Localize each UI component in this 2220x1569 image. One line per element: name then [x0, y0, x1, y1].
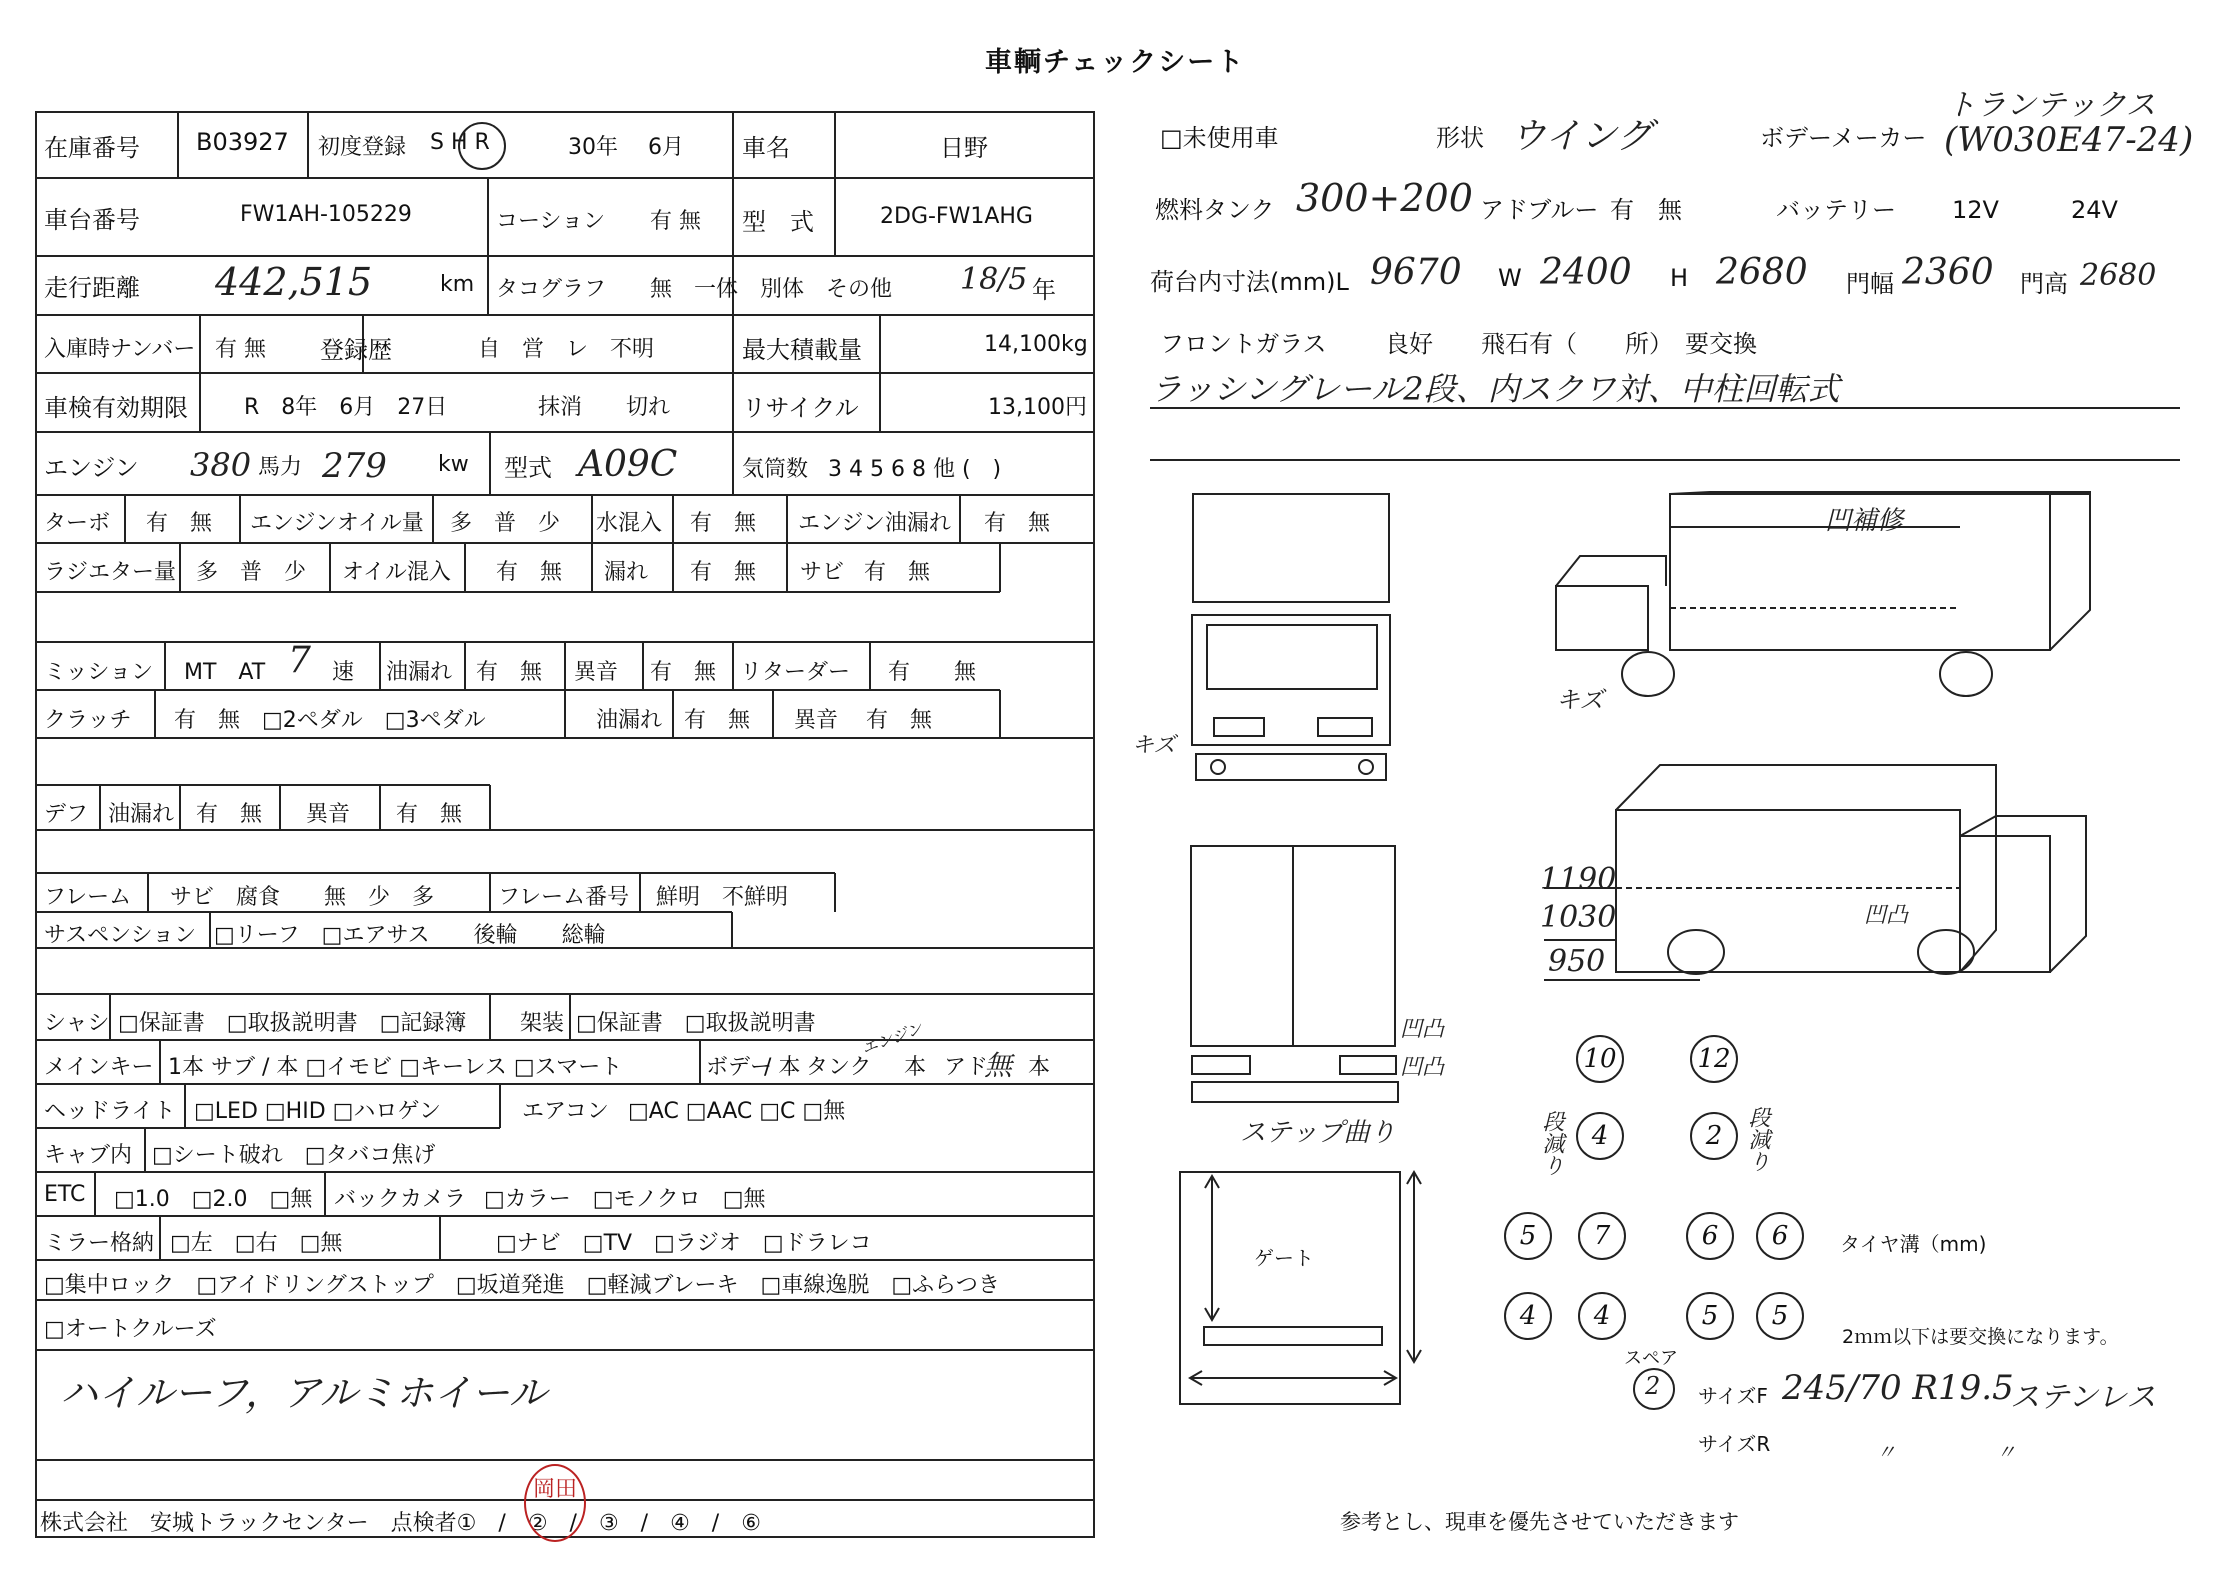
body-key-value: / 本: [764, 1055, 801, 1080]
hp-unit: 馬力: [258, 455, 303, 480]
retarder-label: リターダー: [740, 660, 851, 685]
camera-label: バックカメラ: [334, 1187, 467, 1212]
tacho-year: 18/5: [960, 262, 1028, 297]
repair-note: 凹補修: [1825, 506, 1904, 536]
km-unit: km: [440, 272, 475, 297]
engine-leak-label: エンジン油漏れ: [798, 511, 951, 536]
cargo-height: 2680: [1716, 252, 1808, 293]
footer-inspector: 株式会社 安城トラックセンター 点検者① / ② / ③ / ④ / ⑥: [40, 1511, 761, 1536]
cargo-height-label: H: [1670, 264, 1689, 292]
shape-label: 形状: [1436, 124, 1484, 152]
oil-qty-opts: 多 普 少: [450, 511, 561, 536]
tire-r3-1: 5: [1504, 1212, 1552, 1260]
turbo-opts: 有 無: [146, 511, 213, 536]
mission-opts: MT AT: [184, 660, 266, 685]
diff-leak-opts: 有 無: [196, 802, 263, 827]
cargo-label: 荷台内寸法(mm)L: [1150, 268, 1349, 296]
tire-r3-2: 7: [1578, 1212, 1626, 1260]
headlight-label: ヘッドライト: [44, 1099, 176, 1124]
body-docs-opts: □保証書 □取扱説明書: [576, 1011, 816, 1036]
cruise-opt: □オートクルーズ: [44, 1317, 217, 1342]
rust-label: サビ: [800, 560, 845, 585]
reference-note: 参考とし、現車を優先させていただきます: [1340, 1510, 1739, 1534]
tank-key-value: 本: [904, 1055, 927, 1080]
kilowatt: 279: [322, 446, 387, 486]
inspector-stamp: 岡田: [524, 1464, 586, 1542]
coating-label: コーション: [496, 209, 606, 234]
mirror-label: ミラー格納: [44, 1231, 155, 1256]
door-height: 2680: [2080, 258, 2157, 293]
adblue-opts: 有 無: [1610, 196, 1682, 224]
oil-mix-opts: 有 無: [496, 560, 563, 585]
fuel-label: 燃料タンク: [1155, 196, 1275, 224]
clutch-label: クラッチ: [44, 708, 132, 733]
door-width-label: 門幅: [1846, 270, 1894, 298]
tire-12: 12: [1690, 1035, 1738, 1083]
memo-note: ハイルーフ，アルミホイール: [60, 1371, 547, 1415]
chassis-docs-label: シャシ: [44, 1011, 110, 1036]
adblue-key-unit: 本: [1028, 1055, 1051, 1080]
door-height-label: 門高: [2020, 270, 2068, 298]
speed-unit: 速: [332, 660, 355, 685]
scratch-note-side: キズ: [1556, 686, 1604, 714]
unused-check: □未使用車: [1160, 124, 1279, 152]
chassis-number: FW1AH-105229: [240, 202, 412, 227]
clutch-opts: 有 無 □2ペダル □3ペダル: [174, 708, 486, 733]
battery-label: バッテリー: [1776, 196, 1896, 224]
water-label: 水混入: [596, 511, 663, 536]
horsepower: 380: [190, 446, 252, 484]
clutch-noise-opts: 有 無: [866, 708, 933, 733]
body-maker-number: (W030E47-24): [1944, 120, 2194, 160]
tire-r4-1: 4: [1504, 1292, 1552, 1340]
suspension-opts: □リーフ □エアサス 後輪 総輪: [214, 923, 606, 948]
aircon-opts: □AC □AAC □C □無: [628, 1099, 846, 1124]
reg-hist-opts: 自 営 レ 不明: [478, 337, 655, 362]
tire-r4-4: 5: [1756, 1292, 1804, 1340]
safety-opts: □集中ロック □アイドリングストップ □坂道発進 □軽減ブレーキ □車線逸脱 □ふらつき: [44, 1273, 1000, 1298]
tire-10: 10: [1576, 1035, 1624, 1083]
mirror-opts: □左 □右 □無: [170, 1231, 343, 1256]
chassis-docs-opts: □保証書 □取扱説明書 □記録簿: [118, 1011, 467, 1036]
tire-r4-2: 4: [1578, 1292, 1626, 1340]
etc-label: ETC: [44, 1182, 86, 1207]
main-key-label: メインキー: [44, 1055, 154, 1080]
oil-qty-label: エンジンオイル量: [250, 511, 424, 536]
clutch-leak-label: 油漏れ: [596, 708, 663, 733]
inspect-opts: 抹消 切れ: [538, 395, 671, 420]
spare-tire: 2: [1645, 1372, 1661, 1400]
mission-label: ミッション: [44, 660, 154, 685]
tank-key-label: タンク: [806, 1055, 872, 1080]
door-width: 2360: [1902, 252, 1994, 293]
engine-label: エンジン: [44, 454, 139, 482]
height-950: 950: [1548, 944, 1606, 979]
scratch-note-front: キズ: [1132, 733, 1176, 758]
vehicle-name: 日野: [940, 134, 988, 162]
fuel-value: 300+200: [1296, 176, 1473, 220]
suspension-label: サスペンション: [44, 923, 197, 948]
plate-opts: 有 無: [215, 337, 266, 362]
mileage-label: 走行距離: [44, 274, 140, 302]
size-rear-label: サイズR: [1698, 1432, 1771, 1456]
cab-opts: □シート破れ □タバコ焦げ: [152, 1143, 436, 1168]
frame-opts: サビ 腐食 無 少 多: [170, 885, 435, 910]
clutch-leak-opts: 有 無: [684, 708, 751, 733]
first-reg-opts: S H R: [430, 130, 490, 155]
nav-opts: □ナビ □TV □ラジオ □ドラレコ: [496, 1231, 872, 1256]
tire-4-front: 4: [1576, 1112, 1624, 1160]
oil-mix-label: オイル混入: [342, 560, 451, 585]
model: 2DG-FW1AHG: [880, 204, 1033, 229]
diff-noise-opts: 有 無: [396, 802, 463, 827]
glass-opts: 良好 飛石有（ 所） 要交換: [1385, 330, 1757, 358]
body-docs-label: 架装: [520, 1011, 565, 1036]
wear-note-right: 段減り: [1745, 1106, 1770, 1172]
headlight-opts: □LED □HID □ハロゲン: [194, 1099, 441, 1124]
gate-label: ゲート: [1254, 1246, 1314, 1270]
cylinder-opts: 3 4 5 6 8 他 ( ): [828, 457, 1002, 482]
radiator-label: ラジエター量: [44, 560, 177, 585]
vehicle-name-label: 車名: [742, 134, 790, 162]
battery-opts: 12V 24V: [1952, 196, 2118, 224]
tank-key-note: エンジン: [858, 1018, 925, 1059]
chassis-label: 車台番号: [44, 206, 140, 234]
body-maker-label: ボデーメーカー: [1760, 124, 1927, 152]
engine-leak-opts: 有 無: [984, 511, 1051, 536]
gear-count: 7: [288, 640, 311, 681]
tire-2-front: 2: [1690, 1112, 1738, 1160]
tire-r3-4: 6: [1756, 1212, 1804, 1260]
page-title: 車輌チェックシート: [985, 47, 1246, 78]
step-note: ステップ曲り: [1240, 1118, 1396, 1148]
tacho-year-unit: 年: [1032, 276, 1056, 304]
inspect-label: 車検有効期限: [44, 394, 188, 422]
body-key-label: ボデー: [706, 1055, 773, 1080]
etc-opts: □1.0 □2.0 □無: [114, 1187, 313, 1212]
cylinder-label: 気筒数: [742, 457, 809, 482]
frame-no-label: フレーム番号: [498, 885, 630, 910]
equipment-note: ラッシングレール2段、内スクワ対、中柱回転式: [1150, 370, 1840, 408]
shape-value: ウイング: [1510, 116, 1653, 157]
turbo-label: ターボ: [44, 511, 111, 536]
max-load-label: 最大積載量: [742, 336, 862, 364]
mission-noise-label: 異音: [574, 660, 619, 685]
engine-model: A09C: [578, 444, 678, 485]
adblue-key-label: アド: [944, 1055, 989, 1080]
rear-note-1: 凹凸: [1400, 1017, 1445, 1042]
size-front: 245/70 R19.5: [1782, 1368, 2014, 1408]
leak-opts: 有 無: [690, 560, 757, 585]
mission-noise-opts: 有 無: [650, 660, 717, 685]
size-front-label: サイズF: [1698, 1384, 1768, 1408]
first-reg-label: 初度登録: [318, 135, 407, 160]
tacho-opts: 無 一体 別体 その他: [650, 277, 893, 302]
tire-groove-label: タイヤ溝（mm): [1840, 1232, 1987, 1256]
stock-no-label: 在庫番号: [44, 134, 140, 162]
stainless-note: ステンレス: [2010, 1380, 2157, 1415]
water-opts: 有 無: [690, 511, 757, 536]
tire-r3-3: 6: [1686, 1212, 1734, 1260]
tacho-label: タコグラフ: [496, 277, 607, 302]
clutch-noise-label: 異音: [794, 708, 839, 733]
frame-label: フレーム: [44, 885, 132, 910]
aircon-label: エアコン: [522, 1099, 609, 1124]
coating-opts: 有 無: [650, 209, 701, 234]
leak-label: 漏れ: [604, 560, 649, 585]
cargo-width: 2400: [1540, 252, 1632, 293]
camera-opts: □カラー □モノクロ □無: [484, 1187, 766, 1212]
height-1030: 1030: [1540, 900, 1617, 935]
inspect-date: R 8年 6月 27日: [244, 395, 448, 420]
mission-leak-opts: 有 無: [476, 660, 543, 685]
kw-unit: kw: [438, 452, 469, 477]
mission-leak-label: 油漏れ: [386, 660, 453, 685]
first-reg-month: 6月: [648, 135, 684, 160]
tire-replace-note: 2ｍｍ以下は要交換になります。: [1842, 1326, 2119, 1348]
radiator-opts: 多 普 少: [196, 560, 307, 585]
plate-label: 入庫時ナンバー: [44, 337, 196, 362]
cargo-length: 9670: [1370, 252, 1462, 293]
recycle: 13,100円: [988, 395, 1087, 420]
diff-noise-label: 異音: [306, 802, 351, 827]
cargo-width-label: W: [1498, 264, 1522, 292]
glass-label: フロントガラス: [1160, 330, 1327, 358]
rust-opts: 有 無: [864, 560, 931, 585]
adblue-label: アドブルー: [1480, 196, 1599, 224]
spare-label: スペア: [1624, 1348, 1678, 1369]
adblue-key-value: 無: [984, 1049, 1013, 1082]
wear-note-left: 段減り: [1539, 1110, 1564, 1176]
tire-r4-3: 5: [1686, 1292, 1734, 1340]
stock-no: B03927: [196, 128, 289, 156]
max-load: 14,100kg: [984, 332, 1088, 357]
diff-label: デフ: [44, 802, 89, 827]
mileage: 442,515: [215, 260, 373, 304]
engine-model-label: 型式: [504, 454, 552, 482]
frame-no-opts: 鮮明 不鮮明: [656, 885, 789, 910]
diff-leak-label: 油漏れ: [108, 802, 175, 827]
reg-hist-label: 登録歴: [320, 336, 392, 364]
first-reg-year: 30年: [568, 135, 618, 160]
rear-dent-note: 凹凸: [1864, 903, 1909, 928]
recycle-label: リサイクル: [742, 394, 859, 422]
body-maker: トランテックス: [1946, 88, 2156, 123]
retarder-opts: 有 無: [888, 660, 977, 685]
height-1190: 1190: [1540, 862, 1617, 897]
main-key-value: 1本 サブ / 本 □イモビ □キーレス □スマート: [168, 1055, 623, 1080]
size-rear: 〃 〃: [1876, 1440, 2016, 1464]
model-label: 型 式: [742, 208, 814, 236]
rear-note-2: 凹凸: [1400, 1055, 1445, 1080]
cab-label: キャブ内: [44, 1143, 133, 1168]
